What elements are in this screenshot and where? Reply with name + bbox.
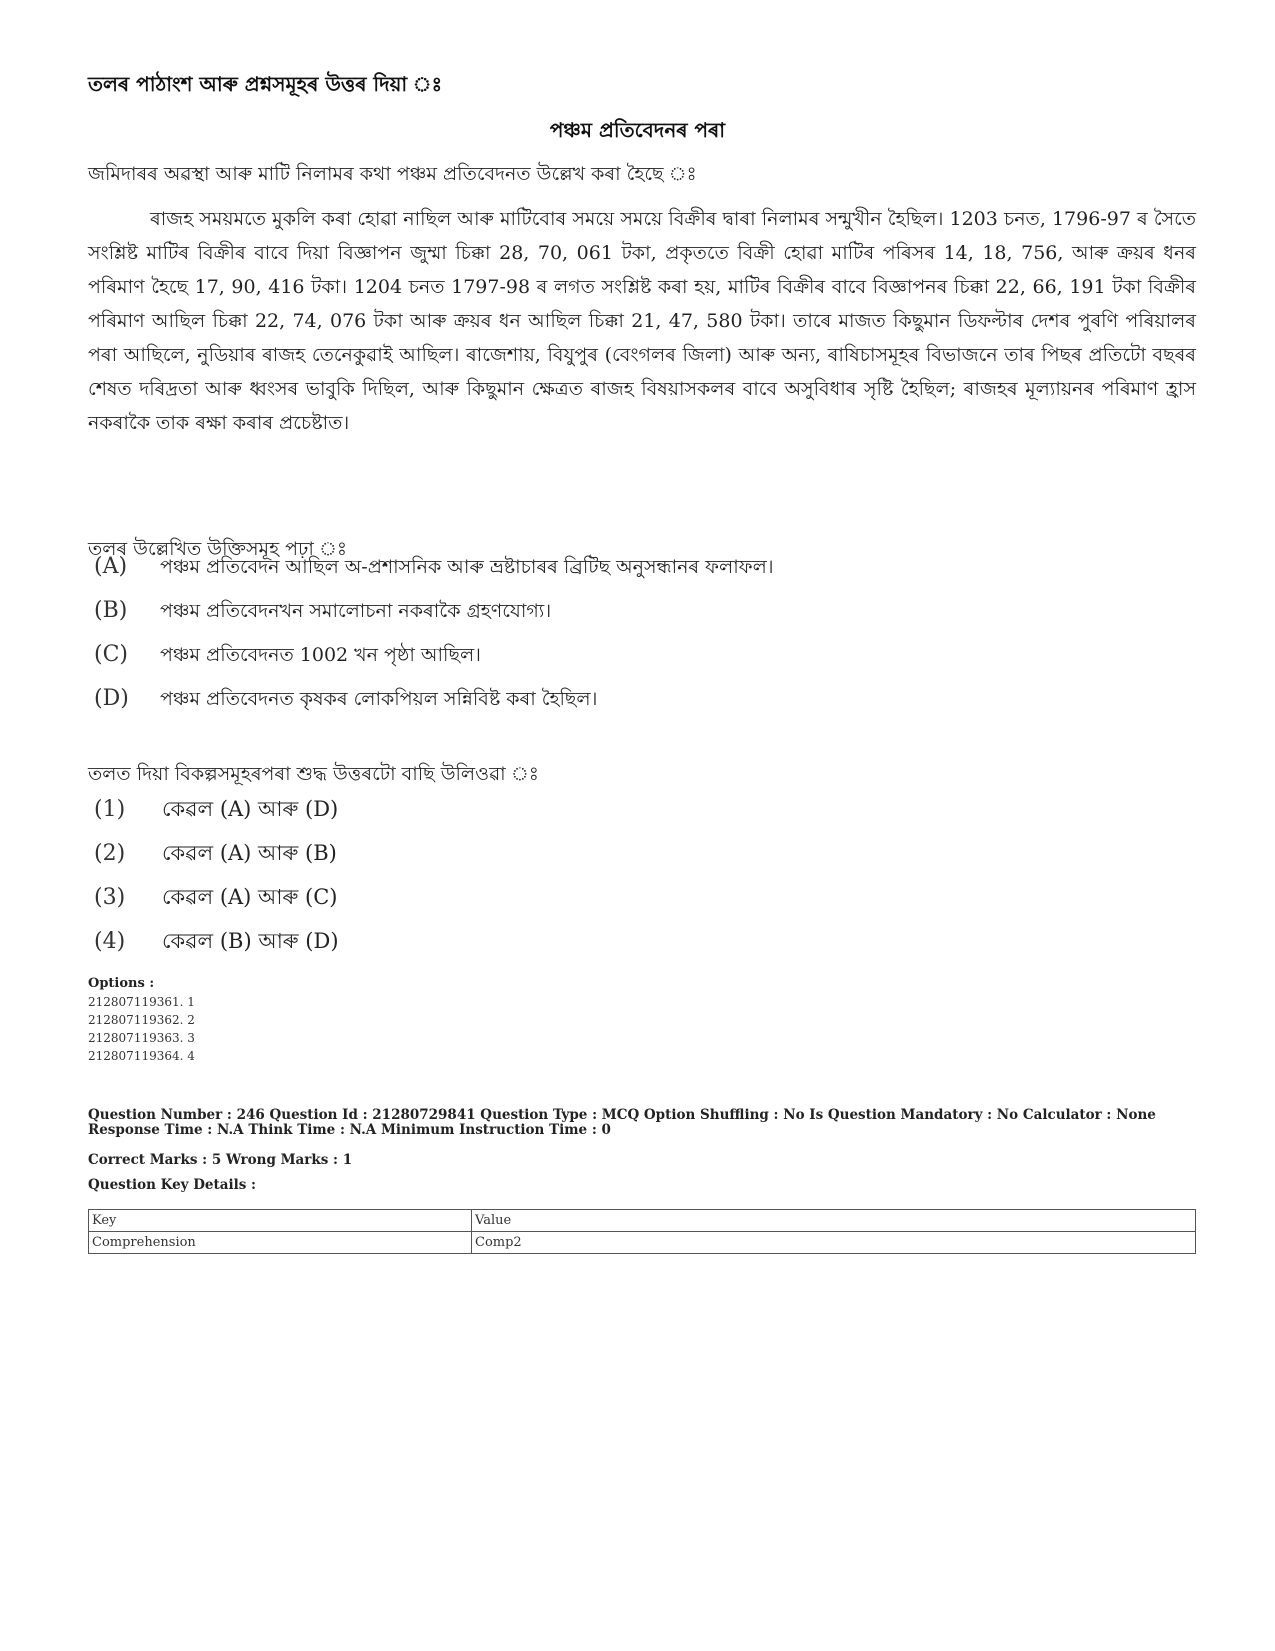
answer-option-1[interactable] [94,793,338,828]
option-id: 212807119361. 1 [88,995,195,1009]
table-row [89,1232,1196,1254]
option-text: কেৱল (A) আৰু (B) [162,841,337,865]
question-meta-line: Response Time : N.A Think Time : N.A Minimum Instruction Time : 0 [88,1122,611,1138]
question-meta-line: Question Number : 246 Question Id : 21280729841 Question Type : MCQ Option Shuffling : No Is Question Mandatory : No Calculator : None [88,1107,1156,1123]
option-number: (2) [94,841,126,866]
statement-d [94,685,597,717]
passage-body: ৰাজহ সময়মতে মুকলি কৰা হোৱা নাছিল আৰু মাটিবোৰ সময়ে সময়ে বিক্ৰীৰ দ্বাৰা নিলামৰ সন্মুখীন হৈছিল। 1203 চনত, 1796-97 ৰ সৈতে সংশ্লিষ্ট মাটিৰ বিক্ৰীৰ বাবে দিয়া বিজ্ঞাপন জুম্মা চিক্কা 28, 70, 061 টকা, প্ৰকৃততে বিক্ৰী হোৱা মাটিৰ পৰিসৰ 14, 18, 756, আৰু ক্ৰয়ৰ ধনৰ পৰিমাণ হৈছে 17, 90, 416 টকা। 1204 চনত 1797-98 ৰ লগত সংশ্লিষ্ট কৰা হয়, মাটিৰ বিক্ৰীৰ বাবে বিজ্ঞাপনৰ চিক্কা 22, 66, 191 টকা বিক্ৰীৰ পৰিমাণ আছিল চিক্কা 22, 74, 076 টকা আৰু ক্ৰয়ৰ ধন আছিল চিক্কা 21, 47, 580 টকা। তাৰে মাজত কিছুমান ডিফল্টাৰ দেশৰ পুৰণি পৰিয়ালৰ পৰা আছিলে, নুডিয়াৰ ৰাজহ তেনেকুৱাই আছিল। ৰাজেশায়, বিযুপুৰ (বেংগলৰ জিলা) আৰু অন্য, ৰাষিচাসমূহৰ বিভাজনে তাৰ পিছৰ প্ৰতিটো বছৰৰ শেষত দৰিদ্ৰতা আৰু ধ্বংসৰ ভাবুকি দিছিল, আৰু কিছুমান ক্ষেত্ৰত ৰাজহ বিষয়াসকলৰ বাবে অসুবিধাৰ সৃষ্টি হৈছিল; ৰাজহৰ মূল্যায়নৰ পৰিমাণ হ্ৰাস নকৰাকৈ তাক ৰক্ষা কৰাৰ প্ৰচেষ্টাত। [88,208,1196,434]
statement-mark: (B) [94,598,128,623]
statements-heading: তলৰ উল্লেখিত উক্তিসমূহ পঢ়া ঃ [88,538,348,560]
statement-mark: (D) [94,686,129,711]
table-cell: Comp2 [472,1232,1196,1254]
marks-line: Correct Marks : 5 Wrong Marks : 1 [88,1152,353,1168]
options-label: Options : [88,976,155,991]
table-header-row [89,1210,1196,1232]
option-text: কেৱল (A) আৰু (C) [162,885,338,909]
passage-intro: জমিদাৰৰ অৱস্থা আৰু মাটি নিলামৰ কথা পঞ্চম প্ৰতিবেদনত উল্লেখ কৰা হৈছে ঃ [88,163,697,185]
statement-a [94,553,774,585]
answer-option-4[interactable] [94,925,339,960]
passage-title: পঞ্চম প্ৰতিবেদনৰ পৰা [549,118,726,142]
option-number: (1) [94,797,126,822]
statement-b [94,597,551,629]
table-cell: Comprehension [89,1232,472,1254]
option-text: কেৱল (A) আৰু (D) [162,797,339,821]
table-header-cell: Key [89,1210,472,1232]
answer-option-3[interactable] [94,881,338,916]
statement-text: পঞ্চম প্ৰতিবেদনত 1002 খন পৃষ্ঠা আছিল। [160,644,481,666]
instruction: তলৰ পাঠাংশ আৰু প্ৰশ্নসমূহৰ উত্তৰ দিয়া ঃ [88,72,443,96]
option-id: 212807119364. 4 [88,1049,195,1063]
key-details-label: Question Key Details : [88,1177,257,1193]
statement-text: পঞ্চম প্ৰতিবেদন আছিল অ-প্ৰশাসনিক আৰু ভ্ৰষ্টাচাৰৰ ব্ৰিটিছ অনুসন্ধানৰ ফলাফল। [160,556,774,578]
statement-text: পঞ্চম প্ৰতিবেদনত কৃষকৰ লোকপিয়ল সন্নিবিষ্ট কৰা হৈছিল। [160,688,598,710]
option-text: কেৱল (B) আৰু (D) [162,929,339,953]
key-details-table [88,1209,1196,1254]
answer-option-2[interactable] [94,837,337,872]
statement-c [94,641,481,673]
option-number: (4) [94,929,126,954]
question-meta [88,1108,1208,1138]
statement-mark: (C) [94,642,128,667]
statement-mark: (A) [94,554,128,579]
table-header-cell: Value [472,1210,1196,1232]
option-id: 212807119362. 2 [88,1013,195,1027]
option-id: 212807119363. 3 [88,1031,195,1045]
option-number: (3) [94,885,126,910]
choose-instruction: তলত দিয়া বিকল্পসমূহৰপৰা শুদ্ধ উত্তৰটো বাছি উলিওৱা ঃ [88,763,539,785]
statement-text: পঞ্চম প্ৰতিবেদনখন সমালোচনা নকৰাকৈ গ্ৰহণযোগ্য। [160,600,552,622]
